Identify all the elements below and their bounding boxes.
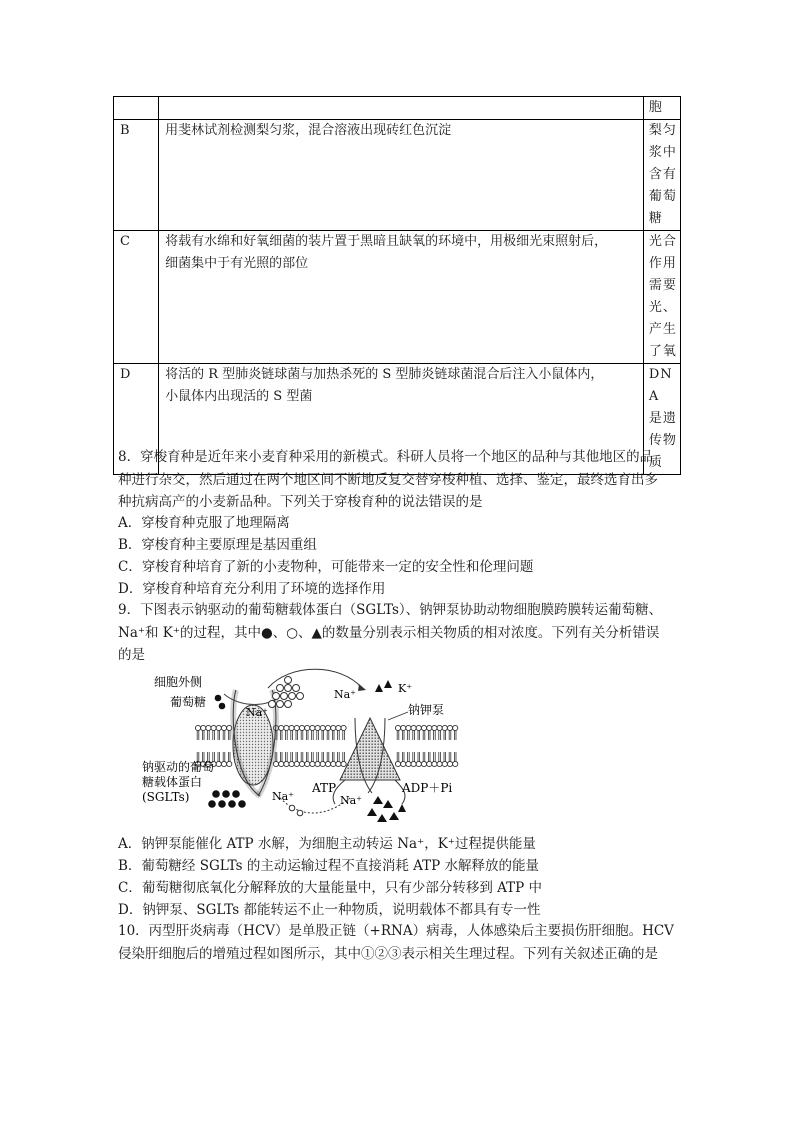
question-8-option-a: A．穿梭育种克服了地理隔离 [118, 515, 290, 531]
na-k-pump [340, 718, 400, 780]
question-9-option-a: A．钠钾泵能催化 ATP 水解，为细胞主动转运 Na⁺，K⁺过程提供能量 [118, 836, 536, 852]
pump-label: 钠钾泵 [408, 703, 445, 717]
row-conclusion: 胞 [643, 97, 680, 120]
question-8-option-d: D．穿梭育种培育充分利用了环境的选择作用 [118, 581, 386, 597]
atp-label: ATP [312, 781, 337, 795]
row-operation: 用斐林试剂检测梨匀浆，混合溶液出现砖红色沉淀 [159, 120, 644, 231]
outside-label: 细胞外侧 [154, 675, 203, 689]
row-operation: 将活的 R 型肺炎链球菌与加热杀死的 S 型肺炎链球菌混合后注入小鼠体内， 小鼠体内出现活的 S 型菌 [159, 364, 644, 475]
question-9-option-c: C．葡萄糖彻底氧化分解释放的大量能量中，只有少部分转移到 ATP 中 [118, 880, 543, 896]
row-conclusion: 梨匀浆中含有葡萄糖 [643, 120, 680, 231]
k-outside-triangles [375, 680, 392, 692]
row-letter: C [114, 231, 159, 364]
k-inside-triangles [367, 796, 406, 822]
na-inside-circle [297, 810, 303, 816]
question-9-option-b: B．葡萄糖经 SGLTs 的主动运输过程不直接消耗 ATP 水解释放的能量 [118, 858, 540, 874]
na-inside-circle [289, 805, 295, 811]
membrane-transport-figure [140, 668, 470, 826]
carrier-label-line3: (SGLTs) [142, 790, 190, 804]
row-operation [159, 97, 644, 120]
na-label-inside: Na⁺ [272, 790, 294, 803]
row-letter [114, 97, 159, 120]
row-conclusion: 光合作用需要光、产生了氧 [643, 231, 680, 364]
table-row [114, 120, 681, 231]
row-letter: B [114, 120, 159, 231]
table-row [114, 231, 681, 364]
k-label: K⁺ [398, 682, 413, 695]
glucose-dot [215, 695, 222, 702]
carrier-label-line1: 钠驱动的葡萄 [142, 760, 215, 774]
row-operation: 将载有水绵和好氧细菌的装片置于黑暗且缺氧的环境中，用极细光束照射后， 细菌集中于有光照的部位 [159, 231, 644, 364]
na-label-inside-2: Na⁺ [340, 794, 362, 807]
row-conclusion: DNA 是遗传物质 [643, 364, 680, 475]
question-9-stem: 9．下图表示钠驱动的葡萄糖载体蛋白（SGLTs）、钠钾泵协助动物细胞膜跨膜转运葡萄糖、 Na⁺和 K⁺的过程，其中●、○、▲的数量分别表示相关物质的相对浓度。下列有关分析错误 的是 [118, 602, 663, 663]
row-letter: D [114, 364, 159, 475]
adp-label: ADP＋Pi [402, 781, 453, 795]
glucose-dot [219, 703, 226, 710]
experiment-table [113, 96, 681, 475]
question-10-stem: 10．丙型肝炎病毒（HCV）是单股正链（+RNA）病毒，人体感染后主要损伤肝细胞。HCV 侵染肝细胞后的增殖过程如图所示，其中①②③表示相关生理过程。下列有关叙述正确的是 [118, 923, 674, 962]
na-label-outside: Na⁺ [246, 706, 268, 719]
table-row [114, 97, 681, 120]
glucose-inside-dots [208, 790, 246, 808]
question-9-option-d: D．钠钾泵、SGLTs 都能转运不止一种物质，说明载体不都具有专一性 [118, 902, 541, 918]
carrier-label-line2: 糖载体蛋白 [142, 775, 203, 789]
glucose-label: 葡萄糖 [170, 695, 207, 709]
question-8-option-b: B．穿梭育种主要原理是基因重组 [118, 537, 317, 553]
question-8-option-c: C．穿梭育种培育了新的小麦物种，可能带来一定的安全性和伦理问题 [118, 559, 534, 575]
question-8-stem: 8．穿梭育种是近年来小麦育种采用的新模式。科研人员将一个地区的品种与其他地区的品 种进行杂交，然后通过在两个地区间不断地反复交替穿梭种植、选择、鉴定，最终选育出多 种抗病高产的小麦新品种。下列关于穿梭育种的说法错误的是 [118, 449, 658, 510]
na-label-top: Na⁺ [334, 688, 356, 701]
